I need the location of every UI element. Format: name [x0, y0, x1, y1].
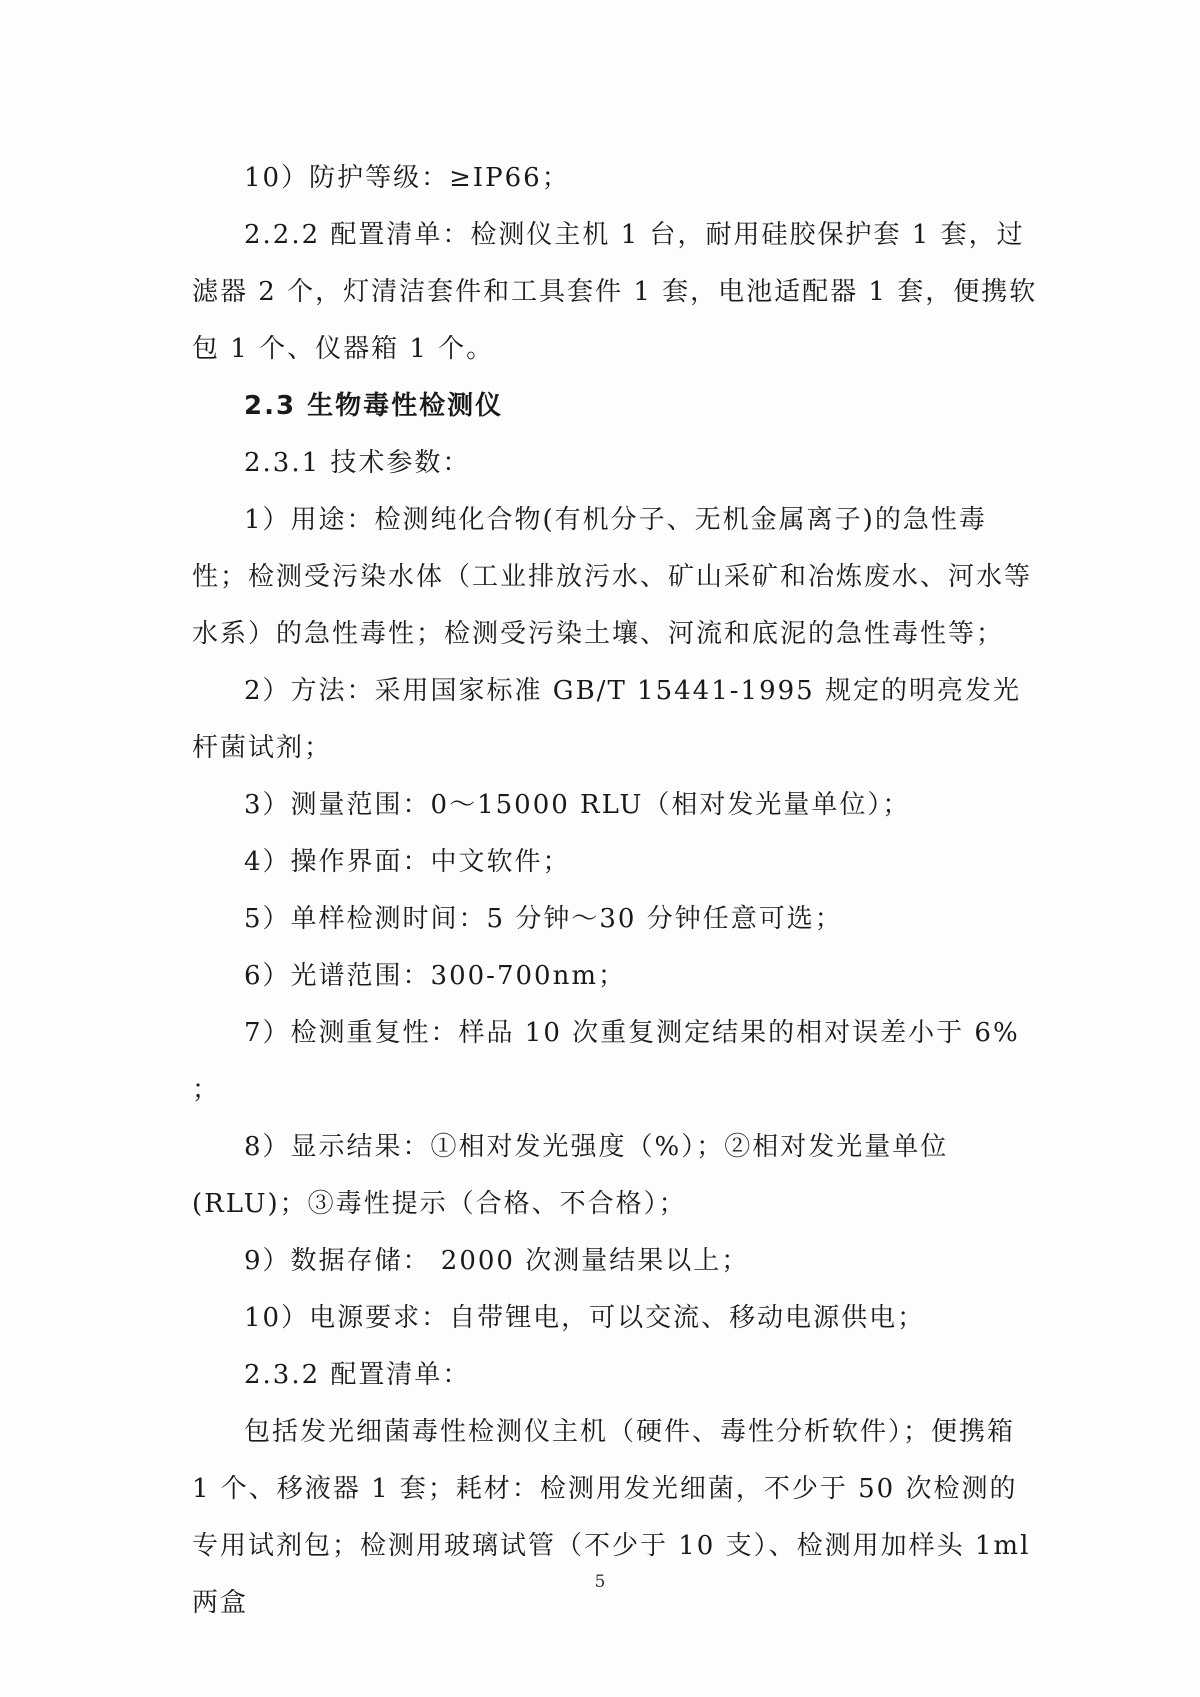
- paragraph-measure-range: 3）测量范围：0～15000 RLU（相对发光量单位）；: [244, 790, 911, 820]
- paragraph-spectrum-range: 6）光谱范围：300-700nm；: [244, 961, 626, 991]
- paragraph-repeatability: 7）检测重复性：样品 10 次重复测定结果的相对误差小于 6% ；: [192, 1018, 1020, 1105]
- paragraph-tech-params-2-3-1: 2.3.1 技术参数：: [244, 448, 471, 478]
- paragraph-purpose: 1）用途：检测纯化合物(有机分子、无机金属离子)的急性毒性；检测受污染水体（工业排放污水、矿山采矿和冶炼废水、河水等水系）的急性毒性；检测受污染土壤、河流和底泥的急性毒性等；: [192, 505, 1033, 649]
- paragraph-interface: 4）操作界面：中文软件；: [244, 847, 571, 877]
- document-body: [192, 150, 1042, 1632]
- page-number: 5: [594, 1572, 606, 1592]
- paragraph-data-storage: 9）数据存储： 2000 次测量结果以上；: [244, 1246, 750, 1276]
- paragraph-detection-time: 5）单样检测时间：5 分钟～30 分钟任意可选；: [244, 904, 843, 934]
- paragraph-display-results: 8）显示结果：①相对发光强度（%）；②相对发光量单位(RLU)；③毒性提示（合格、不合格）；: [192, 1132, 949, 1219]
- paragraph-config-list-2-3-2: 2.3.2 配置清单：: [244, 1360, 471, 1390]
- paragraph-method: 2）方法：采用国家标准 GB/T 15441-1995 规定的明亮发光杆菌试剂；: [192, 676, 1021, 763]
- section-heading-2-3: 2.3 生物毒性检测仪: [244, 391, 504, 421]
- paragraph-config-contents: 包括发光细菌毒性检测仪主机（硬件、毒性分析软件）；便携箱 1 个、移液器 1 套；耗材：检测用发光细菌，不少于 50 次检测的专用试剂包；检测用玻璃试管（不少于 10 支）、检测用加样头 1ml 两盒: [192, 1417, 1031, 1618]
- paragraph-protection-grade: 10）防护等级：≥IP66；: [244, 163, 570, 193]
- paragraph-config-list-2-2-2: 2.2.2 配置清单：检测仪主机 1 台，耐用硅胶保护套 1 套，过滤器 2 个，灯清洁套件和工具套件 1 套，电池适配器 1 套，便携软包 1 个、仪器箱 1 个。: [192, 220, 1038, 364]
- paragraph-power-supply: 10）电源要求：自带锂电，可以交流、移动电源供电；: [244, 1303, 926, 1333]
